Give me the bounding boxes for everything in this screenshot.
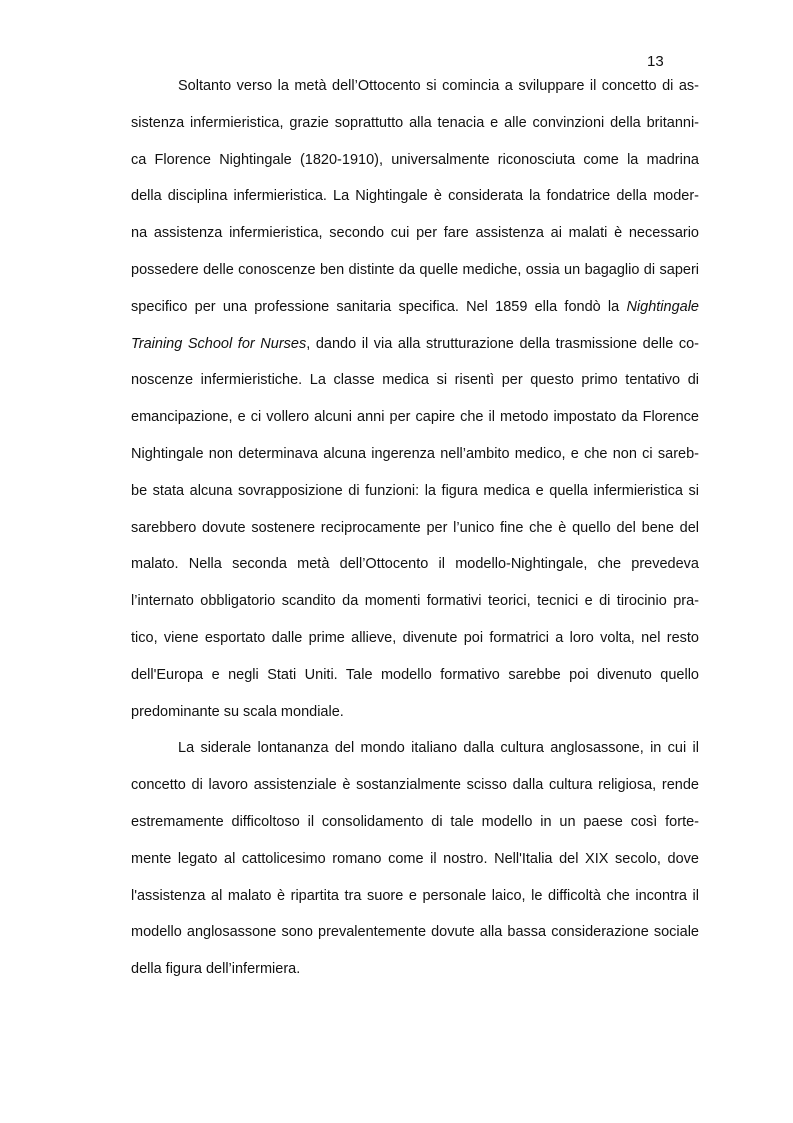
text-line: Soltanto verso la metà dell’Ottocento si comincia a sviluppare il concetto di as- <box>178 78 699 94</box>
text-line: emancipazione, e ci vollero alcuni anni per capire che il metodo impostato da Florence <box>131 409 699 426</box>
text-line: dell'Europa e negli Stati Uniti. Tale modello formativo sarebbe poi divenuto quello <box>131 666 699 683</box>
text-line: possedere delle conoscenze ben distinte da quelle mediche, ossia un bagaglio di saperi <box>131 261 699 278</box>
text-line: predominante su scala mondiale. <box>131 703 344 720</box>
text-line: l’internato obbligatorio scandito da momenti formativi teorici, tecnici e di tirocinio pra- <box>131 593 699 610</box>
text-line: della disciplina infermieristica. La Nightingale è considerata la fondatrice della moder- <box>131 188 699 205</box>
text-line: estremamente difficoltoso il consolidamento di tale modello in un paese così forte- <box>131 813 699 830</box>
text-line: sistenza infermieristica, grazie soprattutto alla tenacia e alle convinzioni della britanni- <box>131 114 699 131</box>
text-line: modello anglosassone sono prevalentemente dovute alla bassa considerazione sociale <box>131 924 699 941</box>
text-line: della figura dell’infermiera. <box>131 961 301 978</box>
text-line: na assistenza infermieristica, secondo cui per fare assistenza ai malati è necessario <box>131 225 699 242</box>
italic-title: Nightingale <box>626 298 699 315</box>
paragraph-2 <box>131 733 699 984</box>
text-line: noscenze infermieristiche. La classe medica si risentì per questo primo tentativo di <box>131 372 699 389</box>
text-line: specifico per una professione sanitaria specifica. Nel 1859 ella fondò la Nightingale <box>131 298 699 315</box>
page-number: 13 <box>647 53 664 70</box>
text-line: concetto di lavoro assistenziale è sostanzialmente scisso dalla cultura religiosa, rende <box>131 777 699 794</box>
paragraph-1 <box>131 71 699 727</box>
text-line: Nightingale non determinava alcuna ingerenza nell’ambito medico, e che non ci sareb- <box>131 445 699 462</box>
text-line: be stata alcuna sovrapposizione di funzioni: la figura medica e quella infermieristica si <box>131 482 699 499</box>
italic-title: Training School for Nurses <box>131 335 307 352</box>
body-text <box>131 71 699 991</box>
text-line: l'assistenza al malato è ripartita tra suore e personale laico, le difficoltà che incontra il <box>131 887 699 904</box>
text-line: mente legato al cattolicesimo romano come il nostro. Nell'Italia del XIX secolo, dove <box>131 850 699 867</box>
text-line: La siderale lontananza del mondo italiano dalla cultura anglosassone, in cui il <box>178 740 699 757</box>
text-line: malato. Nella seconda metà dell’Ottocento il modello-Nightingale, che prevedeva <box>131 556 699 573</box>
text-line: ca Florence Nightingale (1820-1910), universalmente riconosciuta come la madrina <box>131 151 699 168</box>
text-line: tico, viene esportato dalle prime allieve, divenute poi formatrici a loro volta, nel resto <box>131 629 699 646</box>
text-line: Training School for Nurses, dando il via alla strutturazione della trasmissione delle co- <box>131 335 699 352</box>
text-line: sarebbero dovute sostenere reciprocamente per l’unico fine che è quello del bene del <box>131 519 699 536</box>
